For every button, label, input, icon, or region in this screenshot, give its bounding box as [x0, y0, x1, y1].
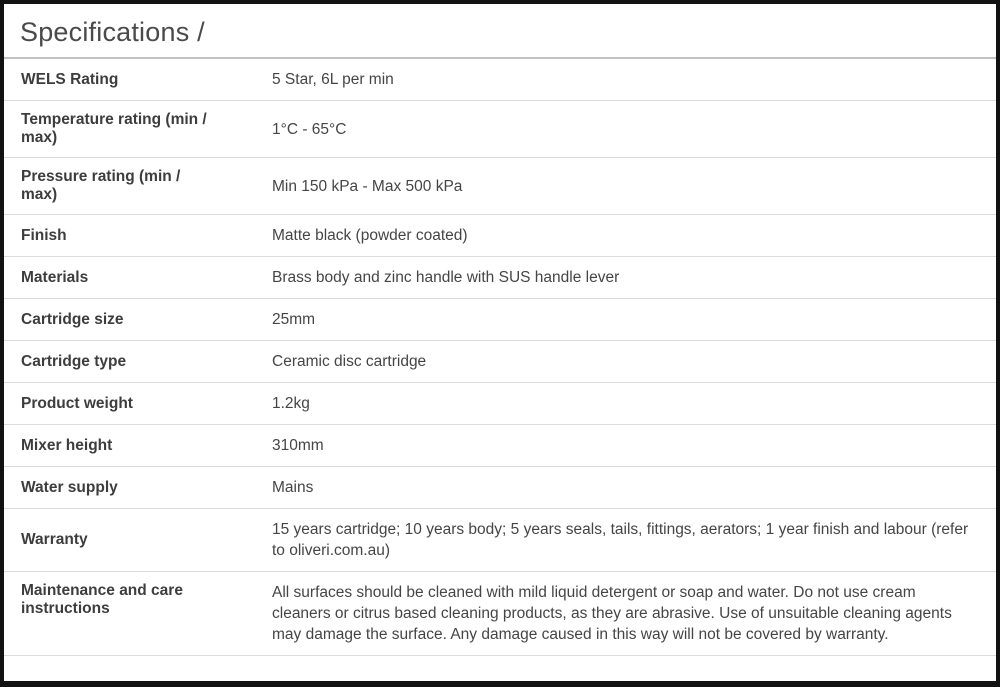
- spec-value: Ceramic disc cartridge: [272, 353, 427, 370]
- specifications-table: [4, 59, 996, 656]
- spec-value: 1.2kg: [272, 395, 310, 412]
- spec-label: Cartridge size: [21, 310, 124, 328]
- spec-row: [4, 341, 996, 383]
- spec-label: Mixer height: [21, 436, 113, 454]
- spec-row: [4, 101, 996, 158]
- spec-label: Cartridge type: [21, 352, 127, 370]
- spec-value: Matte black (powder coated): [272, 227, 468, 244]
- spec-row: [4, 425, 996, 467]
- spec-label: Temperature rating (min / max): [21, 111, 207, 146]
- spec-row: [4, 299, 996, 341]
- spec-row: [4, 467, 996, 509]
- spec-row: [4, 257, 996, 299]
- spec-label: Water supply: [21, 478, 118, 496]
- spec-label: Maintenance and care instructions: [21, 582, 183, 617]
- spec-label: WELS Rating: [21, 70, 119, 88]
- spec-label: Warranty: [21, 531, 88, 548]
- spec-label: Product weight: [21, 394, 133, 412]
- spec-label: Finish: [21, 226, 67, 244]
- spec-row: [4, 158, 996, 215]
- spec-value: 25mm: [272, 311, 316, 328]
- spec-value: 5 Star, 6L per min: [272, 71, 394, 88]
- spec-value: 15 years cartridge; 10 years body; 5 years seals, tails, fittings, aerators; 1 year finish and labour (refer to oliveri.com.au): [272, 521, 969, 559]
- spec-value: Brass body and zinc handle with SUS handle lever: [272, 269, 620, 286]
- spec-row: [4, 59, 996, 101]
- spec-row: [4, 383, 996, 425]
- section-header: [4, 4, 996, 59]
- spec-label: Materials: [21, 268, 89, 286]
- spec-row: [4, 215, 996, 257]
- spec-value: Min 150 kPa - Max 500 kPa: [272, 177, 463, 195]
- spec-row: [4, 572, 996, 656]
- spec-value: Mains: [272, 479, 314, 496]
- spec-row: [4, 509, 996, 572]
- spec-value: 310mm: [272, 437, 324, 454]
- spec-value: 1°C - 65°C: [272, 120, 347, 138]
- spec-value: All surfaces should be cleaned with mild liquid detergent or soap and water. Do not use cream cleaners or citrus based cleaning products, as they are abrasive. Use of unsuitable cleaning agents may damage the surface. Any damage caused in this way will not be covered by warranty.: [272, 584, 952, 643]
- page-title: Specifications /: [20, 17, 205, 47]
- spec-label: Pressure rating (min / max): [21, 168, 181, 203]
